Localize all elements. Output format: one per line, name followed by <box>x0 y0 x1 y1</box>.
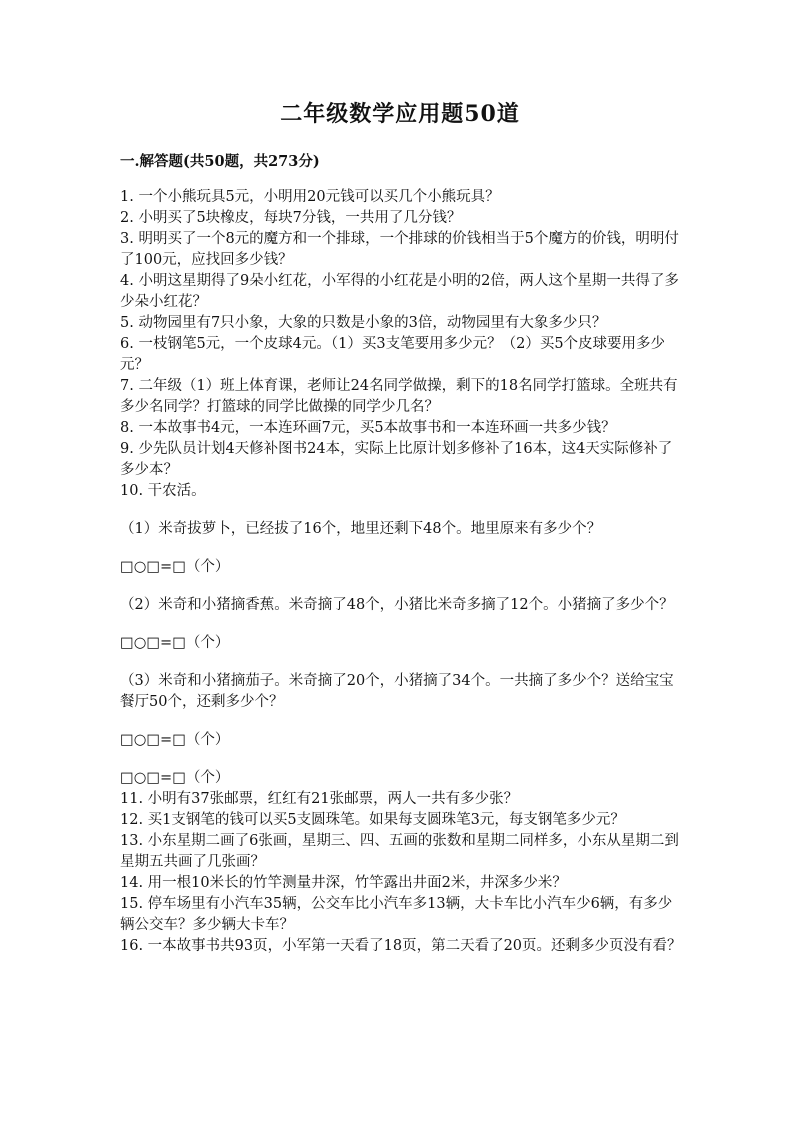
subquestion-1: （1）米奇拔萝卜，已经拔了16个，地里还剩下48个。地里原来有多少个？ <box>120 521 602 537</box>
answer-template: □○□=□（个） <box>120 770 230 786</box>
question-item: 7. 二年级（1）班上体育课，老师让24名同学做操，剩下的18名同学打篮球。全班共有多少名同学？打篮球的同学比做操的同学少几名？ <box>120 378 678 415</box>
answer-template: □○□=□（个） <box>120 732 230 748</box>
question-item: 16. 一本故事书共93页，小军第一天看了18页，第二天看了20页。还剩多少页没有看？ <box>120 938 682 954</box>
answer-template: □○□=□（个） <box>120 635 230 651</box>
question-item: 8. 一本故事书4元，一本连环画7元，买5本故事书和一本连环画一共多少钱？ <box>120 420 616 436</box>
subquestion-3: （3）米奇和小猪摘茄子。米奇摘了20个，小猪摘了34个。一共摘了多少个？送给宝宝餐厅50个，还剩多少个？ <box>120 673 674 710</box>
question-item: 3. 明明买了一个8元的魔方和一个排球，一个排球的价钱相当于5个魔方的价钱，明明付了100元，应找回多少钱？ <box>120 231 679 268</box>
page-title: 二年级数学应用题50道 <box>280 101 520 127</box>
question-item: 6. 一枝钢笔5元，一个皮球4元。（1）买3支笔要用多少元？（2）买5个皮球要用多少元？ <box>120 336 666 373</box>
answer-template: □○□=□（个） <box>120 559 230 575</box>
question-list <box>120 187 685 957</box>
question-item: 5. 动物园里有7只小象，大象的只数是小象的3倍，动物园里有大象多少只？ <box>120 315 607 331</box>
question-item: 15. 停车场里有小汽车35辆，公交车比小汽车多13辆，大卡车比小汽车少6辆，有多少辆公交车？多少辆大卡车？ <box>120 896 673 933</box>
question-item: 11. 小明有37张邮票，红红有21张邮票，两人一共有多少张？ <box>120 791 519 807</box>
subquestion-2: （2）米奇和小猪摘香蕉。米奇摘了48个，小猪比米奇多摘了12个。小猪摘了多少个？ <box>120 597 674 613</box>
question-item: 10. 干农活。 <box>120 483 206 499</box>
question-item: 1. 一个小熊玩具5元，小明用20元钱可以买几个小熊玩具？ <box>120 189 500 205</box>
question-item: 2. 小明买了5块橡皮，每块7分钱，一共用了几分钱？ <box>120 210 462 226</box>
question-item: 12. 买1支钢笔的钱可以买5支圆珠笔。如果每支圆珠笔3元，每支钢笔多少元？ <box>120 812 625 828</box>
question-item: 13. 小东星期二画了6张画，星期三、四、五画的张数和星期二同样多，小东从星期二到星期五共画了几张画？ <box>120 833 679 870</box>
question-item: 9. 少先队员计划4天修补图书24本，实际上比原计划多修补了16本，这4天实际修补了多少本？ <box>120 441 673 478</box>
section-heading: 一.解答题(共50题，共273分) <box>120 153 320 170</box>
question-item: 14. 用一根10米长的竹竿测量井深，竹竿露出井面2米，井深多少米？ <box>120 875 567 891</box>
question-item: 4. 小明这星期得了9朵小红花，小军得的小红花是小明的2倍，两人这个星期一共得了多少朵小红花？ <box>120 273 679 310</box>
